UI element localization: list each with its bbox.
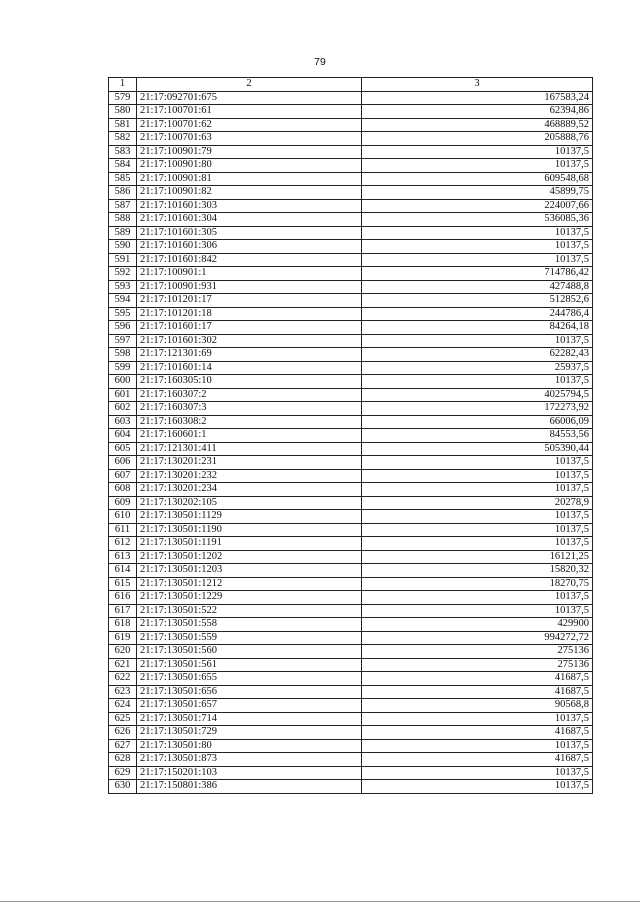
table-row: [109, 753, 593, 767]
column-header-3: 3: [362, 78, 593, 92]
cadastral-number-cell: 21:17:130501:560: [137, 645, 362, 659]
row-number-cell: 602: [109, 402, 137, 416]
value-cell: 172273,92: [362, 402, 593, 416]
value-cell: 275136: [362, 658, 593, 672]
value-cell: 16121,25: [362, 550, 593, 564]
row-number-cell: 597: [109, 334, 137, 348]
value-cell: 10137,5: [362, 375, 593, 389]
table-row: [109, 483, 593, 497]
table-row: [109, 564, 593, 578]
cadastral-number-cell: 21:17:130501:1203: [137, 564, 362, 578]
row-number-cell: 590: [109, 240, 137, 254]
table-row: [109, 429, 593, 443]
cadastral-number-cell: 21:17:160305:10: [137, 375, 362, 389]
value-cell: 10137,5: [362, 510, 593, 524]
table-row: [109, 348, 593, 362]
table-row: [109, 739, 593, 753]
row-number-cell: 591: [109, 253, 137, 267]
value-cell: 244786,4: [362, 307, 593, 321]
table-header-row: [109, 78, 593, 92]
value-cell: 468889,52: [362, 118, 593, 132]
value-cell: 84264,18: [362, 321, 593, 335]
table-row: [109, 213, 593, 227]
table-row: [109, 456, 593, 470]
cadastral-number-cell: 21:17:130501:1202: [137, 550, 362, 564]
table-row: [109, 604, 593, 618]
cadastral-number-cell: 21:17:130501:873: [137, 753, 362, 767]
table-row: [109, 631, 593, 645]
cadastral-number-cell: 21:17:130501:714: [137, 712, 362, 726]
cadastral-number-cell: 21:17:100901:79: [137, 145, 362, 159]
cadastral-number-cell: 21:17:100901:81: [137, 172, 362, 186]
row-number-cell: 620: [109, 645, 137, 659]
value-cell: 25937,5: [362, 361, 593, 375]
row-number-cell: 603: [109, 415, 137, 429]
table-row: [109, 618, 593, 632]
cadastral-number-cell: 21:17:100701:61: [137, 105, 362, 119]
row-number-cell: 615: [109, 577, 137, 591]
row-number-cell: 608: [109, 483, 137, 497]
cadastral-number-cell: 21:17:130501:655: [137, 672, 362, 686]
row-number-cell: 592: [109, 267, 137, 281]
cadastral-number-cell: 21:17:100901:82: [137, 186, 362, 200]
value-cell: 10137,5: [362, 334, 593, 348]
value-cell: 41687,5: [362, 726, 593, 740]
value-cell: 84553,56: [362, 429, 593, 443]
row-number-cell: 618: [109, 618, 137, 632]
row-number-cell: 613: [109, 550, 137, 564]
value-cell: 10137,5: [362, 780, 593, 794]
table-row: [109, 469, 593, 483]
table-row: [109, 780, 593, 794]
value-cell: 994272,72: [362, 631, 593, 645]
row-number-cell: 581: [109, 118, 137, 132]
cadastral-number-cell: 21:17:130501:80: [137, 739, 362, 753]
value-cell: 20278,9: [362, 496, 593, 510]
row-number-cell: 621: [109, 658, 137, 672]
cadastral-number-cell: 21:17:101201:18: [137, 307, 362, 321]
value-cell: 10137,5: [362, 591, 593, 605]
value-cell: 609548,68: [362, 172, 593, 186]
table-row: [109, 523, 593, 537]
value-cell: 205888,76: [362, 132, 593, 146]
value-cell: 10137,5: [362, 766, 593, 780]
table-row: [109, 550, 593, 564]
value-cell: 41687,5: [362, 753, 593, 767]
value-cell: 90568,8: [362, 699, 593, 713]
value-cell: 427488,8: [362, 280, 593, 294]
row-number-cell: 599: [109, 361, 137, 375]
row-number-cell: 600: [109, 375, 137, 389]
value-cell: 512852,6: [362, 294, 593, 308]
cadastral-number-cell: 21:17:130201:234: [137, 483, 362, 497]
table-row: [109, 186, 593, 200]
table-row: [109, 159, 593, 173]
table-row: [109, 361, 593, 375]
row-number-cell: 630: [109, 780, 137, 794]
value-cell: 505390,44: [362, 442, 593, 456]
cadastral-number-cell: 21:17:100701:62: [137, 118, 362, 132]
table-row: [109, 645, 593, 659]
cadastral-number-cell: 21:17:130501:561: [137, 658, 362, 672]
table-row: [109, 91, 593, 105]
cadastral-number-cell: 21:17:160308:2: [137, 415, 362, 429]
row-number-cell: 601: [109, 388, 137, 402]
cadastral-number-cell: 21:17:130501:729: [137, 726, 362, 740]
row-number-cell: 588: [109, 213, 137, 227]
row-number-cell: 585: [109, 172, 137, 186]
cadastral-number-cell: 21:17:101601:305: [137, 226, 362, 240]
value-cell: 45899,75: [362, 186, 593, 200]
row-number-cell: 594: [109, 294, 137, 308]
value-cell: 10137,5: [362, 226, 593, 240]
cadastral-number-cell: 21:17:100901:1: [137, 267, 362, 281]
value-cell: 4025794,5: [362, 388, 593, 402]
cadastral-number-cell: 21:17:100901:931: [137, 280, 362, 294]
value-cell: 10137,5: [362, 159, 593, 173]
value-cell: 10137,5: [362, 604, 593, 618]
row-number-cell: 609: [109, 496, 137, 510]
value-cell: 714786,42: [362, 267, 593, 281]
value-cell: 62282,43: [362, 348, 593, 362]
table-row: [109, 402, 593, 416]
row-number-cell: 584: [109, 159, 137, 173]
row-number-cell: 623: [109, 685, 137, 699]
cadastral-number-cell: 21:17:130201:231: [137, 456, 362, 470]
cadastral-number-cell: 21:17:130202:105: [137, 496, 362, 510]
cadastral-number-cell: 21:17:130501:558: [137, 618, 362, 632]
row-number-cell: 612: [109, 537, 137, 551]
table-row: [109, 537, 593, 551]
table-body: [109, 91, 593, 793]
row-number-cell: 606: [109, 456, 137, 470]
cadastral-number-cell: 21:17:121301:69: [137, 348, 362, 362]
value-cell: 41687,5: [362, 685, 593, 699]
value-cell: 536085,36: [362, 213, 593, 227]
value-cell: 275136: [362, 645, 593, 659]
value-cell: 10137,5: [362, 253, 593, 267]
page-number: 79: [314, 56, 326, 68]
cadastral-number-cell: 21:17:100901:80: [137, 159, 362, 173]
value-cell: 10137,5: [362, 469, 593, 483]
cadastral-number-cell: 21:17:101601:306: [137, 240, 362, 254]
value-cell: 10137,5: [362, 712, 593, 726]
cadastral-number-cell: 21:17:092701:675: [137, 91, 362, 105]
value-cell: 41687,5: [362, 672, 593, 686]
value-cell: 10137,5: [362, 537, 593, 551]
row-number-cell: 624: [109, 699, 137, 713]
table-row: [109, 510, 593, 524]
row-number-cell: 628: [109, 753, 137, 767]
row-number-cell: 611: [109, 523, 137, 537]
cadastral-number-cell: 21:17:101601:842: [137, 253, 362, 267]
table-row: [109, 375, 593, 389]
cadastral-number-cell: 21:17:160307:3: [137, 402, 362, 416]
cadastral-number-cell: 21:17:130501:1212: [137, 577, 362, 591]
row-number-cell: 629: [109, 766, 137, 780]
row-number-cell: 604: [109, 429, 137, 443]
table-row: [109, 658, 593, 672]
value-cell: 15820,32: [362, 564, 593, 578]
row-number-cell: 614: [109, 564, 137, 578]
cadastral-number-cell: 21:17:130501:559: [137, 631, 362, 645]
row-number-cell: 625: [109, 712, 137, 726]
value-cell: 10137,5: [362, 145, 593, 159]
row-number-cell: 627: [109, 739, 137, 753]
row-number-cell: 580: [109, 105, 137, 119]
cadastral-number-cell: 21:17:130501:1229: [137, 591, 362, 605]
table-row: [109, 240, 593, 254]
cadastral-number-cell: 21:17:130201:232: [137, 469, 362, 483]
cadastral-number-cell: 21:17:130501:1191: [137, 537, 362, 551]
row-number-cell: 610: [109, 510, 137, 524]
table-row: [109, 685, 593, 699]
row-number-cell: 579: [109, 91, 137, 105]
cadastral-number-cell: 21:17:130501:657: [137, 699, 362, 713]
row-number-cell: 622: [109, 672, 137, 686]
row-number-cell: 583: [109, 145, 137, 159]
row-number-cell: 586: [109, 186, 137, 200]
value-cell: 10137,5: [362, 240, 593, 254]
value-cell: 10137,5: [362, 483, 593, 497]
row-number-cell: 616: [109, 591, 137, 605]
table-row: [109, 496, 593, 510]
cadastral-number-cell: 21:17:160307:2: [137, 388, 362, 402]
page-bottom-divider: [0, 901, 640, 902]
table-row: [109, 577, 593, 591]
value-cell: 62394,86: [362, 105, 593, 119]
value-cell: 224007,66: [362, 199, 593, 213]
table-row: [109, 334, 593, 348]
value-cell: 10137,5: [362, 523, 593, 537]
cadastral-number-cell: 21:17:101601:14: [137, 361, 362, 375]
value-cell: 10137,5: [362, 739, 593, 753]
cadastral-number-cell: 21:17:150801:386: [137, 780, 362, 794]
table-row: [109, 199, 593, 213]
table-row: [109, 294, 593, 308]
cadastral-number-cell: 21:17:101601:17: [137, 321, 362, 335]
row-number-cell: 587: [109, 199, 137, 213]
cadastral-number-cell: 21:17:150201:103: [137, 766, 362, 780]
table-row: [109, 726, 593, 740]
row-number-cell: 596: [109, 321, 137, 335]
table-row: [109, 105, 593, 119]
cadastral-number-cell: 21:17:101601:304: [137, 213, 362, 227]
value-cell: 167583,24: [362, 91, 593, 105]
row-number-cell: 582: [109, 132, 137, 146]
cadastral-number-cell: 21:17:100701:63: [137, 132, 362, 146]
row-number-cell: 593: [109, 280, 137, 294]
table-row: [109, 172, 593, 186]
value-cell: 66006,09: [362, 415, 593, 429]
cadastral-number-cell: 21:17:160601:1: [137, 429, 362, 443]
table-row: [109, 145, 593, 159]
value-cell: 10137,5: [362, 456, 593, 470]
cadastral-number-cell: 21:17:130501:656: [137, 685, 362, 699]
table-row: [109, 226, 593, 240]
cadastral-number-cell: 21:17:130501:1129: [137, 510, 362, 524]
table-row: [109, 672, 593, 686]
cadastral-number-cell: 21:17:130501:1190: [137, 523, 362, 537]
table-row: [109, 280, 593, 294]
row-number-cell: 589: [109, 226, 137, 240]
data-table: [108, 77, 593, 794]
row-number-cell: 598: [109, 348, 137, 362]
row-number-cell: 595: [109, 307, 137, 321]
table-row: [109, 253, 593, 267]
table-row: [109, 267, 593, 281]
table-row: [109, 766, 593, 780]
table-row: [109, 118, 593, 132]
cadastral-number-cell: 21:17:121301:411: [137, 442, 362, 456]
table-row: [109, 321, 593, 335]
column-header-2: 2: [137, 78, 362, 92]
row-number-cell: 607: [109, 469, 137, 483]
table-row: [109, 415, 593, 429]
column-header-1: 1: [109, 78, 137, 92]
table-row: [109, 712, 593, 726]
table-row: [109, 388, 593, 402]
cadastral-number-cell: 21:17:101601:302: [137, 334, 362, 348]
row-number-cell: 605: [109, 442, 137, 456]
table-row: [109, 591, 593, 605]
table-row: [109, 132, 593, 146]
table-row: [109, 307, 593, 321]
cadastral-number-cell: 21:17:130501:522: [137, 604, 362, 618]
row-number-cell: 619: [109, 631, 137, 645]
table-row: [109, 699, 593, 713]
value-cell: 429900: [362, 618, 593, 632]
table-row: [109, 442, 593, 456]
row-number-cell: 617: [109, 604, 137, 618]
cadastral-number-cell: 21:17:101201:17: [137, 294, 362, 308]
value-cell: 18270,75: [362, 577, 593, 591]
row-number-cell: 626: [109, 726, 137, 740]
cadastral-number-cell: 21:17:101601:303: [137, 199, 362, 213]
